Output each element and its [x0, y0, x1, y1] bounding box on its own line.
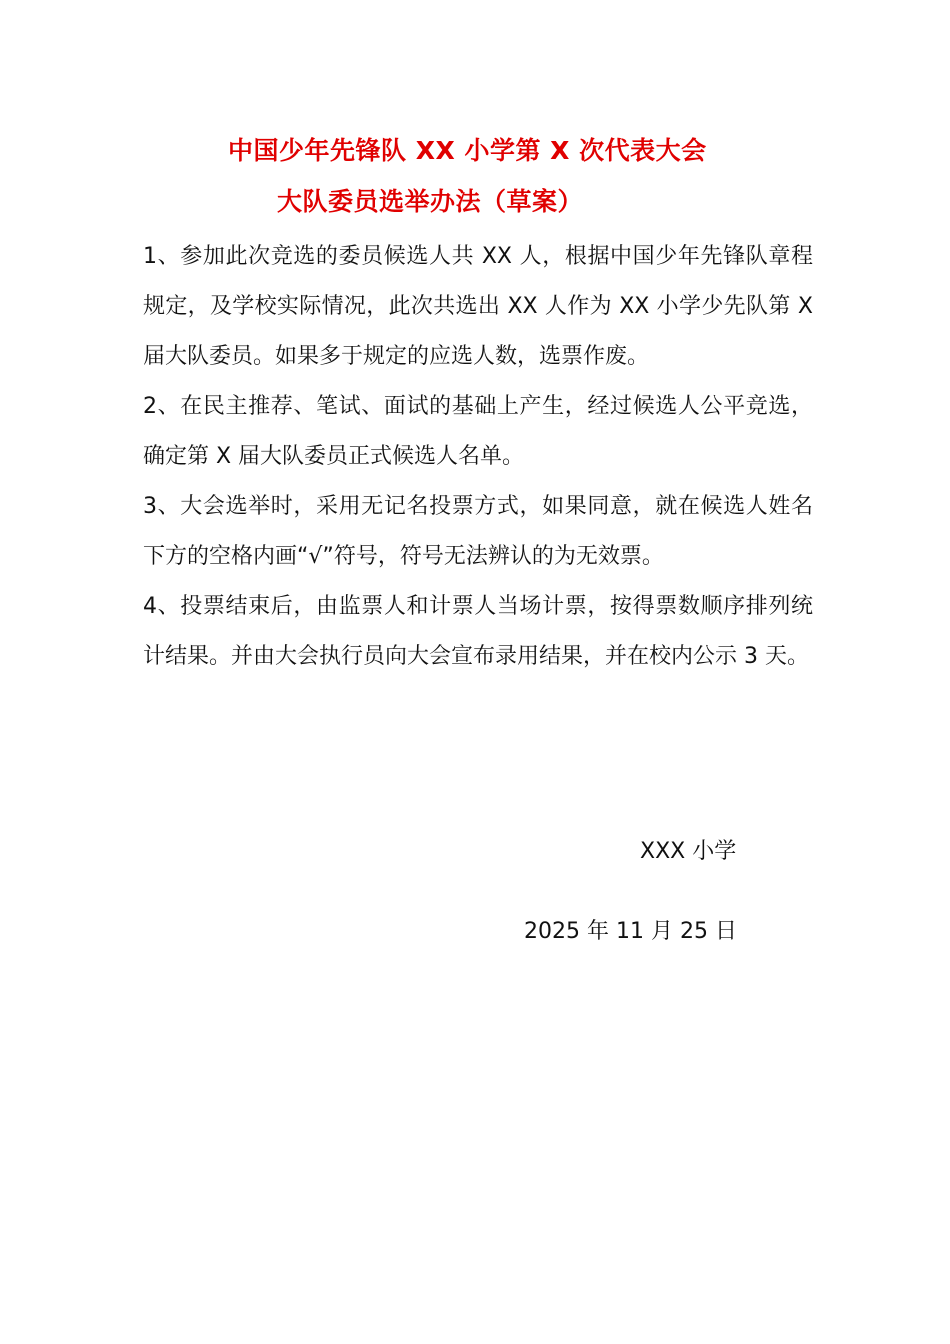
document-title-line-1: 中国少年先锋队 XX 小学第 X 次代表大会: [228, 136, 707, 165]
document-title-line-2: 大队委员选举办法（草案）: [277, 187, 584, 216]
signature-date: 2025 年 11 月 25 日: [524, 919, 737, 944]
paragraph-1: 1、参加此次竞选的委员候选人共 XX 人，根据中国少年先锋队章程规定，及学校实际情况，此次共选出 XX 人作为 XX 小学少先队第 X 届大队委员。如果多于规定的应选人数，选票作废。: [143, 244, 813, 369]
paragraph-3: 3、大会选举时，采用无记名投票方式，如果同意，就在候选人姓名下方的空格内画“√”符号，符号无法辨认的为无效票。: [143, 494, 813, 569]
document-body: [143, 232, 813, 682]
paragraph-4: 4、投票结束后，由监票人和计票人当场计票，按得票数顺序排列统计结果。并由大会执行员向大会宣布录用结果，并在校内公示 3 天。: [143, 594, 813, 669]
paragraph-2: 2、在民主推荐、笔试、面试的基础上产生，经过候选人公平竞选，确定第 X 届大队委员正式候选人名单。: [143, 394, 813, 469]
signature-organization: XXX 小学: [640, 839, 737, 864]
